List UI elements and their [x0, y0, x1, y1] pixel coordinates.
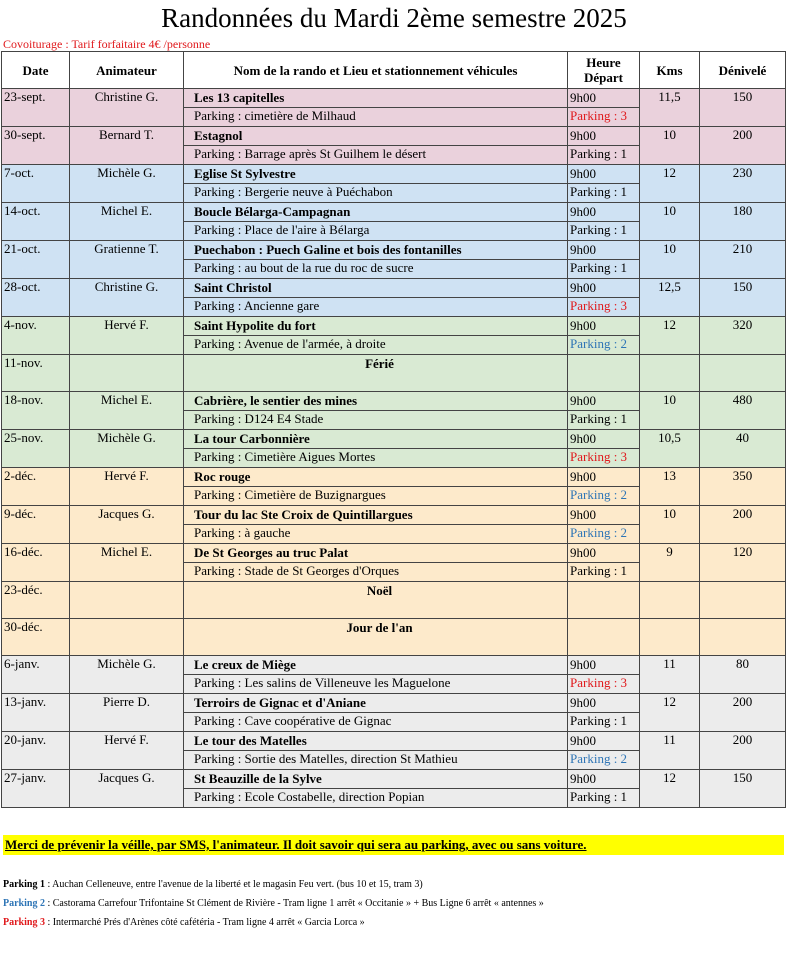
rando-parking: Parking : Barrage après St Guilhem le désert [184, 145, 567, 164]
heure-depart: 9h00 [570, 242, 596, 257]
cell-date: 30-sept. [2, 127, 70, 165]
cell-kms: 9 [640, 544, 700, 582]
cell-date: 11-nov. [2, 355, 70, 392]
cell-denivele: 350 [700, 468, 786, 506]
cell-date: 2-déc. [2, 468, 70, 506]
legend-parking-3-text: : Intermarché Prés d'Arènes côté cafétéria - Tram ligne 4 arrêt « Garcia Lorca » [44, 917, 365, 928]
cell-kms: 10 [640, 392, 700, 430]
parking-number: Parking : 1 [568, 562, 639, 581]
cell-animateur: Hervé F. [70, 732, 184, 770]
cell-animateur: Christine G. [70, 279, 184, 317]
rando-name: La tour Carbonnière [194, 431, 310, 446]
cell-animateur [70, 619, 184, 656]
heure-depart: 9h00 [570, 469, 596, 484]
cell-rando [184, 203, 568, 241]
legend-parking-2 [3, 898, 544, 910]
rando-name: Roc rouge [194, 469, 251, 484]
cell-denivele: 80 [700, 656, 786, 694]
cell-date: 28-oct. [2, 279, 70, 317]
cell-animateur: Jacques G. [70, 506, 184, 544]
legend-parking-3 [3, 917, 365, 929]
legend-parking-1-label: Parking 1 [3, 879, 45, 890]
cell-kms: 11 [640, 656, 700, 694]
cell-heure [568, 430, 640, 468]
cell-denivele: 200 [700, 694, 786, 732]
cell-ferie: Férié [365, 356, 394, 371]
heure-depart: 9h00 [570, 771, 596, 786]
rando-name: Saint Hypolite du fort [194, 318, 316, 333]
table-row [2, 127, 786, 165]
cell-rando [184, 582, 568, 619]
cell-animateur: Michel E. [70, 203, 184, 241]
cell-rando [184, 89, 568, 127]
table-row [2, 544, 786, 582]
rando-parking: Parking : Avenue de l'armée, à droite [184, 335, 567, 354]
cell-date: 13-janv. [2, 694, 70, 732]
cell-denivele: 200 [700, 127, 786, 165]
header-heure-line2: Départ [584, 70, 623, 85]
cell-rando [184, 732, 568, 770]
cell-ferie: Jour de l'an [346, 620, 413, 635]
cell-rando [184, 355, 568, 392]
rando-parking: Parking : cimetière de Milhaud [184, 107, 567, 126]
heure-depart: 9h00 [570, 695, 596, 710]
table-row [2, 89, 786, 127]
header-nom: Nom de la rando et Lieu et stationnement véhicules [184, 52, 568, 89]
table-header-row [2, 52, 786, 89]
cell-heure [568, 317, 640, 355]
table-row [2, 392, 786, 430]
rando-parking: Parking : Cimetière de Buzignargues [184, 486, 567, 505]
cell-date: 16-déc. [2, 544, 70, 582]
cell-denivele: 200 [700, 732, 786, 770]
heure-depart: 9h00 [570, 545, 596, 560]
cell-date: 23-déc. [2, 582, 70, 619]
cell-heure [568, 770, 640, 808]
cell-date: 18-nov. [2, 392, 70, 430]
table-row [2, 582, 786, 619]
cell-kms: 12 [640, 770, 700, 808]
parking-number: Parking : 1 [568, 259, 639, 278]
cell-denivele [700, 355, 786, 392]
cell-heure [568, 241, 640, 279]
cell-denivele [700, 619, 786, 656]
heure-depart: 9h00 [570, 733, 596, 748]
cell-denivele: 320 [700, 317, 786, 355]
cell-heure [568, 732, 640, 770]
cell-kms [640, 582, 700, 619]
table-row [2, 165, 786, 203]
heure-depart: 9h00 [570, 657, 596, 672]
cell-rando [184, 127, 568, 165]
parking-number: Parking : 3 [568, 448, 639, 467]
cell-rando [184, 619, 568, 656]
rando-name: Estagnol [194, 128, 243, 143]
rando-parking: Parking : au bout de la rue du roc de sucre [184, 259, 567, 278]
cell-date: 23-sept. [2, 89, 70, 127]
cell-denivele: 230 [700, 165, 786, 203]
header-date: Date [2, 52, 70, 89]
table-row [2, 355, 786, 392]
cell-heure [568, 544, 640, 582]
cell-animateur: Christine G. [70, 89, 184, 127]
rando-parking: Parking : Stade de St Georges d'Orques [184, 562, 567, 581]
heure-depart: 9h00 [570, 280, 596, 295]
page-title: Randonnées du Mardi 2ème semestre 2025 [161, 3, 627, 33]
rando-parking: Parking : D124 E4 Stade [184, 410, 567, 429]
rando-name: St Beauzille de la Sylve [194, 771, 322, 786]
cell-denivele: 180 [700, 203, 786, 241]
table-row [2, 506, 786, 544]
cell-heure [568, 582, 640, 619]
cell-heure [568, 355, 640, 392]
cell-denivele: 120 [700, 544, 786, 582]
cell-denivele: 150 [700, 279, 786, 317]
parking-number: Parking : 3 [568, 674, 639, 693]
cell-rando [184, 392, 568, 430]
cell-date: 9-déc. [2, 506, 70, 544]
rando-parking: Parking : Ancienne gare [184, 297, 567, 316]
covoiturage-note: Covoiturage : Tarif forfaitaire 4€ /personne [3, 37, 211, 51]
cell-rando [184, 656, 568, 694]
cell-animateur: Michel E. [70, 392, 184, 430]
cell-animateur [70, 582, 184, 619]
cell-date: 14-oct. [2, 203, 70, 241]
cell-kms: 11 [640, 732, 700, 770]
rando-name: Cabrière, le sentier des mines [194, 393, 358, 408]
cell-kms: 12 [640, 165, 700, 203]
cell-rando [184, 770, 568, 808]
parking-number: Parking : 2 [568, 750, 639, 769]
cell-denivele: 210 [700, 241, 786, 279]
cell-animateur: Jacques G. [70, 770, 184, 808]
rando-name: Le creux de Miège [194, 657, 296, 672]
cell-animateur: Michèle G. [70, 430, 184, 468]
rando-name: Saint Christol [194, 280, 272, 295]
cell-date: 6-janv. [2, 656, 70, 694]
heure-depart: 9h00 [570, 166, 596, 181]
rando-name: Les 13 capitelles [194, 90, 285, 105]
rando-parking: Parking : Bergerie neuve à Puéchabon [184, 183, 567, 202]
legend-parking-1 [3, 879, 423, 891]
table-row [2, 317, 786, 355]
cell-rando [184, 279, 568, 317]
parking-number: Parking : 3 [568, 107, 639, 126]
cell-kms [640, 619, 700, 656]
heure-depart: 9h00 [570, 431, 596, 446]
legend-parking-3-label: Parking 3 [3, 917, 45, 928]
cell-date: 7-oct. [2, 165, 70, 203]
cell-rando [184, 694, 568, 732]
cell-animateur: Michel E. [70, 544, 184, 582]
cell-kms: 12 [640, 694, 700, 732]
cell-heure [568, 89, 640, 127]
heure-depart: 9h00 [570, 507, 596, 522]
parking-number: Parking : 2 [568, 486, 639, 505]
parking-number: Parking : 1 [568, 712, 639, 731]
cell-kms: 10 [640, 127, 700, 165]
legend-parking-1-text: : Auchan Celleneuve, entre l'avenue de la liberté et le magasin Feu vert. (bus 10 et 15, tram 3) [44, 879, 423, 890]
cell-heure [568, 127, 640, 165]
parking-number: Parking : 1 [568, 788, 639, 807]
cell-animateur [70, 355, 184, 392]
heure-depart: 9h00 [570, 318, 596, 333]
cell-kms: 10 [640, 506, 700, 544]
parking-number: Parking : 1 [568, 410, 639, 429]
parking-number: Parking : 1 [568, 221, 639, 240]
header-heure [568, 52, 640, 89]
cell-date: 25-nov. [2, 430, 70, 468]
table-row [2, 619, 786, 656]
cell-rando [184, 506, 568, 544]
rando-table [1, 51, 786, 808]
table-row [2, 732, 786, 770]
cell-animateur: Hervé F. [70, 317, 184, 355]
table-row [2, 468, 786, 506]
cell-denivele: 150 [700, 89, 786, 127]
rando-name: De St Georges au truc Palat [194, 545, 349, 560]
rando-name: Le tour des Matelles [194, 733, 307, 748]
header-animateur: Animateur [70, 52, 184, 89]
cell-date: 4-nov. [2, 317, 70, 355]
cell-denivele: 480 [700, 392, 786, 430]
cell-kms: 10 [640, 203, 700, 241]
rando-name: Tour du lac Ste Croix de Quintillargues [194, 507, 413, 522]
cell-heure [568, 392, 640, 430]
table-row [2, 656, 786, 694]
header-denivele: Dénivelé [700, 52, 786, 89]
cell-animateur: Michèle G. [70, 165, 184, 203]
cell-rando [184, 468, 568, 506]
parking-number: Parking : 2 [568, 524, 639, 543]
table-row [2, 694, 786, 732]
header-kms: Kms [640, 52, 700, 89]
rando-parking: Parking : Place de l'aire à Bélarga [184, 221, 567, 240]
cell-kms: 12 [640, 317, 700, 355]
cell-heure [568, 279, 640, 317]
legend-parking-2-label: Parking 2 [3, 898, 45, 909]
table-row [2, 770, 786, 808]
rando-parking: Parking : Sortie des Matelles, direction St Mathieu [184, 750, 567, 769]
cell-date: 20-janv. [2, 732, 70, 770]
cell-heure [568, 694, 640, 732]
table-row [2, 430, 786, 468]
cell-heure [568, 619, 640, 656]
cell-animateur: Michèle G. [70, 656, 184, 694]
heure-depart: 9h00 [570, 128, 596, 143]
cell-denivele [700, 582, 786, 619]
cell-kms: 13 [640, 468, 700, 506]
cell-heure [568, 656, 640, 694]
cell-rando [184, 544, 568, 582]
cell-kms: 10,5 [640, 430, 700, 468]
heure-depart: 9h00 [570, 393, 596, 408]
cell-animateur: Bernard T. [70, 127, 184, 165]
cell-heure [568, 506, 640, 544]
table-body [2, 89, 786, 808]
cell-rando [184, 165, 568, 203]
table-row [2, 241, 786, 279]
cell-heure [568, 203, 640, 241]
table-row [2, 203, 786, 241]
parking-number: Parking : 1 [568, 183, 639, 202]
cell-heure [568, 165, 640, 203]
rando-parking: Parking : Ecole Costabelle, direction Popian [184, 788, 567, 807]
cell-rando [184, 430, 568, 468]
cell-denivele: 200 [700, 506, 786, 544]
cell-kms: 12,5 [640, 279, 700, 317]
legend-parking-2-text: : Castorama Carrefour Trifontaine St Clément de Rivière - Tram ligne 1 arrêt « Occitanie » + Bus Ligne 6 arrêt « antennes » [44, 898, 544, 909]
cell-ferie: Noël [366, 583, 393, 598]
cell-animateur: Pierre D. [70, 694, 184, 732]
cell-heure [568, 468, 640, 506]
heure-depart: 9h00 [570, 204, 596, 219]
rando-parking: Parking : Les salins de Villeneuve les Maguelone [184, 674, 567, 693]
cell-date: 21-oct. [2, 241, 70, 279]
heure-depart: 9h00 [570, 90, 596, 105]
parking-number: Parking : 2 [568, 335, 639, 354]
rando-parking: Parking : Cimetière Aigues Mortes [184, 448, 567, 467]
table-row [2, 279, 786, 317]
cell-rando [184, 317, 568, 355]
rando-parking: Parking : Cave coopérative de Gignac [184, 712, 567, 731]
rando-name: Eglise St Sylvestre [194, 166, 296, 181]
header-heure-line1: Heure [586, 55, 621, 70]
parking-number: Parking : 3 [568, 297, 639, 316]
cell-kms: 11,5 [640, 89, 700, 127]
parking-number: Parking : 1 [568, 145, 639, 164]
rando-name: Terroirs de Gignac et d'Aniane [194, 695, 366, 710]
cell-animateur: Hervé F. [70, 468, 184, 506]
cell-date: 27-janv. [2, 770, 70, 808]
cell-kms [640, 355, 700, 392]
cell-kms: 10 [640, 241, 700, 279]
merci-banner: Merci de prévenir la véille, par SMS, l'animateur. Il doit savoir qui sera au parking, avec ou sans voiture. [3, 835, 784, 855]
rando-parking: Parking : à gauche [184, 524, 567, 543]
cell-date: 30-déc. [2, 619, 70, 656]
cell-denivele: 40 [700, 430, 786, 468]
cell-animateur: Gratienne T. [70, 241, 184, 279]
cell-rando [184, 241, 568, 279]
rando-name: Boucle Bélarga-Campagnan [194, 204, 351, 219]
cell-denivele: 150 [700, 770, 786, 808]
rando-name: Puechabon : Puech Galine et bois des fontanilles [194, 242, 462, 257]
